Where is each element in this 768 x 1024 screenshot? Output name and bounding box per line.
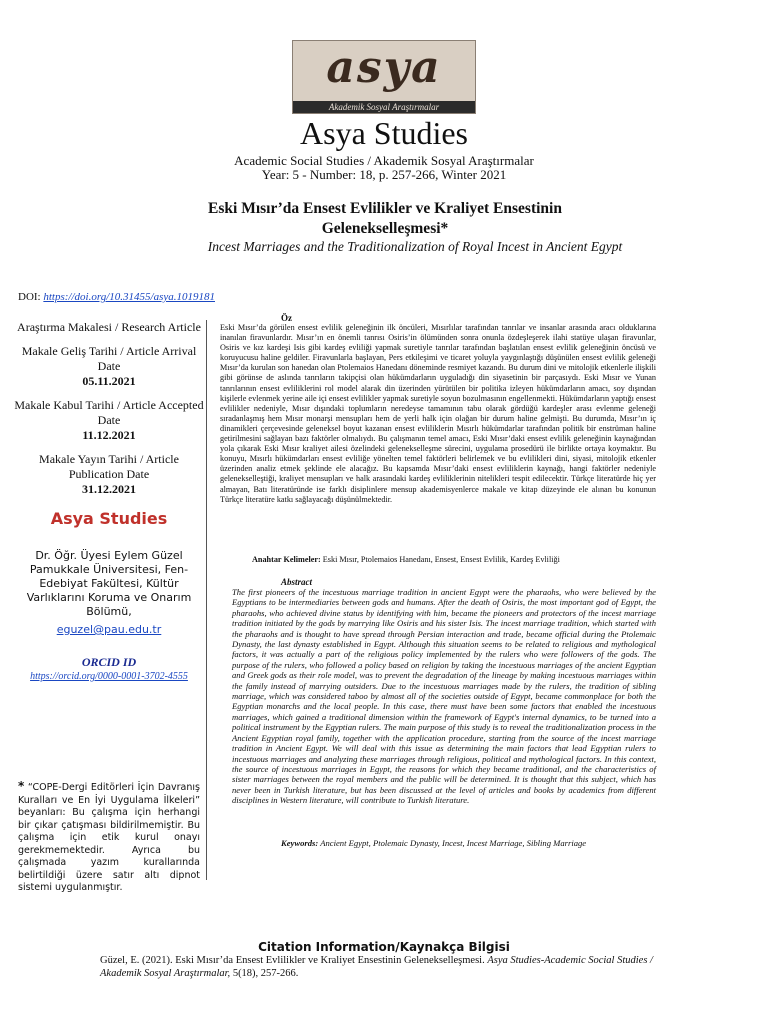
arrival-date: 05.11.2021 — [82, 374, 136, 388]
journal-title: Asya Studies — [300, 115, 468, 151]
accepted-label: Makale Kabul Tarihi / Article Accepted Date — [14, 398, 204, 427]
turkish-keywords — [252, 555, 672, 565]
english-keywords-label: Keywords: — [281, 838, 319, 848]
abstract-body: The first pioneers of the incestuous marriage tradition in ancient Egypt were the pharaohs, who were believed by the Egyptians to be intermediaries between gods and humans. After the death of Osiris, the most important god of Egypt, the pharaohs, who achieved divine status by identifying with him, became the pioneers and protectors of the incest marriage tradition initiated by the gods by marrying like Osiris and his sister Isis. The incest marriage tradition, which started with the pharaohs and is thought to have spread through Persian interaction and trade, became official during the Ptolemaic Dynasty, the last dynasty established in Egypt. Although this situation seems to be related to religious and mythological factors, it was actually a part of the religious policy implemented by the rulers who were followers of the gods. The purpose of the rulers, who followed a policy based on religion by taking the incestuous marriages of the ancient Egyptian and Greek gods as their role model, was to prevent the degradation of the lineage by making incestuous marriages within the family instead of marrying outsiders. Due to the incestuous marriages made by the rulers, the tradition of sibling marriage, which was considered taboo by almost all of the societies outside of Egypt, became commonplace for both the Egyptian monarchs and the local people. In this case, there must have been some factors that enabled the incestuous marriages, which gained a traditional dimension within the framework of Egypt's internal dynamics, to be turned into a political instrument by the Egyptian rulers. The main purpose of this study is to reveal the traditionalization process in the Ancient Egyptian royal family, together with the application procedure, starting from the source of the incest marriage tradition in Ancient Egypt. We will deal with this issue as determining the main factors that lead Egyptian rulers to incestuous marriages and analyzing these marriages through religious, political and mythological factors. In this context, the source of incestuous marriages in Egypt, the reasons for which they became traditional, and the characteristics of sister marriages between the royal members and the public will be determined. It is thought that this subject, which has never been in Turkish literature, but has been discussed at the level of articles and books by academics from different disciplines in Western literature, will contribute to Turkish literature. — [232, 587, 656, 806]
logo-wordmark: asya — [326, 42, 442, 93]
article-title-turkish: Eski Mısır’da Ensest Evlilikler ve Kraliyet Ensestinin Gelenekselleşmesi* — [208, 200, 562, 237]
publication-label: Makale Yayın Tarihi / Article Publication Date — [39, 452, 179, 481]
doi-link[interactable]: https://doi.org/10.31455/asya.1019181 — [43, 291, 215, 303]
turkish-keywords-label: Anahtar Kelimeler: — [252, 555, 321, 564]
arrival-date-block — [14, 344, 204, 389]
author-affiliation: Dr. Öğr. Üyesi Eylem Güzel Pamukkale Üniversitesi, Fen-Edebiyat Fakültesi, Kültür Varlıklarını Koruma ve Onarım Bölümü, — [26, 549, 192, 618]
footnote-text: “COPE-Dergi Editörleri İçin Davranış Kuralları ve En İyi Uygulama İlkeleri” beyanları: Bu çalışma için herhangi bir çıkar çatışması bildirilmemiştir. Bu çalışma için etik kurul onayı gerekmemektedir. Ayrıca bu çalışmada yazım kurallarında belirtildiği üzere satır altı dipnot sistemi uygulanmıştır. — [18, 782, 200, 893]
column-divider — [206, 320, 207, 880]
brand-name: Asya Studies — [50, 509, 168, 528]
citation-tail: 5(18), 257-266. — [230, 968, 299, 979]
logo-band: Akademik Sosyal Araştırmalar — [293, 101, 475, 113]
oz-body: Eski Mısır’da görülen ensest evlilik geleneğinin ilk öncüleri, Mısırlılar tarafından tanrılar ve insanlar arasında aracı olduklarına inanılan firavunlardır. Mısır’ın en önemli tanrısı Osiris’in ölümünden sonra onunla özdeşleşerek ilahi statüye ulaşan firavunlar, Osiris ve kız kardeşi Isis gibi kardeş evliliği yapmak suretiyle tanrılar tarafından başlatılan ensest evlilik geleneğinin öncüsü ve koruyucusu haline geldiler. Firavunlarla başlayan, Pers etkileşimi ve ticaret yoluyla yaygınlaştığı düşünülen ensest evlilik geleneği Mısır’da kurulan son hanedan olan Ptolemaios Hanedanı döneminde resmiyet kazandı. Bu durum dini ve mitolojik etkenlerle ilişkili gibi görünse de aslında tanrıların takipçisi olan hükümdarların uyguladığı din siyasetinin bir parçasıydı. Eski Mısır ve Yunan tanrılarının ensest evliliklerini rol model alarak din üzerinden yürütülen bir politika izleyen hükümdarların amacı, soy dışından kişilerle evlenmek yerine aile içi ensest evlilikler yapmak suretiyle soyun bozulmasının engellenmekti. Hükümdarların yaptığı ensest evlilikler nedeniyle, Mısır dışındaki toplumların neredeyse tamamının tabu olarak gördüğü kardeşler arası evlenme geleneği sıradanlaşmış hem Mısır monarşi mensupları hem de yerli halk için olağan bir durum haline gelmişti. Bu durumda, Mısır’ın iç dinamikleri çerçevesinde geleneksel boyut kazanan ensest evliliklerin Mısırlı hükümdarlar tarafından politik bir enstrüman haline getirilmesini sağlayan bazı faktörler olmalıydı. Bu çalışmanın temel amacı, Eski Mısır’daki ensest evlilik geleneğinin kaynağından yola çıkarak Eski Mısır kraliyet ailesi özelindeki gelenekselleşme sürecini, uygulama prosedürü ile birlikte ortaya koymaktır. Bu konuyu, Mısırlı hükümdarları ensest evliliğe yönelten temel faktörleri belirlemek ve bu evlilikleri dini, siyasi, mitolojik etkenler üzerinden analiz etmek şeklinde ele alacağız. Bu kapsamda Mısır’daki ensest evliliklerin kaynağı, hangi faktörler nedeniyle gelenekselleştiği, kraliyet mensupları ve halk arasındaki kardeş evliliklerinin nitelikleri tespit edilecektir. Türkçe literatürde hiç yer almayan, Batı literatüründe ise farklı disiplinlere mensup akademisyenlerce makale ve kitap düzeyinde ele alınan bu konunun Türkçe literatüre katkı sağlayacağı düşünülmektedir. — [220, 323, 656, 504]
english-keywords — [281, 838, 671, 848]
publication-date-block — [14, 452, 204, 497]
citation-heading: Citation Information/Kaynakça Bilgisi — [258, 940, 510, 954]
ethics-footnote — [18, 780, 200, 895]
article-type: Araştırma Makalesi / Research Article — [17, 320, 201, 334]
citation-journal: Asya Studies-Academic Social Studies / Akademik Sosyal Araştırmalar, — [100, 955, 653, 979]
orcid-link[interactable]: https://orcid.org/0000-0001-3702-4555 — [30, 671, 188, 682]
doi-line — [18, 290, 215, 304]
author-email-link[interactable]: eguzel@pau.edu.tr — [56, 623, 162, 636]
turkish-keywords-list: Eski Mısır, Ptolemaios Hanedanı, Ensest, Ensest Evlilik, Kardeş Evliliği — [320, 555, 560, 564]
accepted-date: 11.12.2021 — [82, 428, 136, 442]
doi-label: DOI: — [18, 291, 41, 303]
journal-subtitle: Academic Social Studies / Akademik Sosyal Araştırmalar — [234, 153, 534, 168]
english-keywords-list: Ancient Egypt, Ptolemaic Dynasty, Incest, Incest Marriage, Sibling Marriage — [318, 838, 587, 848]
citation-text — [100, 954, 660, 980]
journal-logo — [292, 40, 476, 114]
orcid-label: ORCID ID — [81, 655, 137, 669]
citation-plain: Güzel, E. (2021). Eski Mısır’da Ensest Evlilikler ve Kraliyet Ensestinin Gelenekselleşmesi. — [100, 955, 488, 966]
journal-issue-line: Year: 5 - Number: 18, p. 257-266, Winter 2021 — [261, 167, 507, 182]
footnote-marker: * — [18, 779, 25, 793]
arrival-label: Makale Geliş Tarihi / Article Arrival Date — [21, 344, 197, 373]
oz-heading: Öz — [281, 313, 292, 323]
abstract-heading: Abstract — [281, 577, 313, 587]
article-info-sidebar — [14, 320, 204, 683]
article-title-english: Incest Marriages and the Traditionalization of Royal Incest in Ancient Egypt — [207, 239, 623, 254]
accepted-date-block — [14, 398, 204, 443]
publication-date: 31.12.2021 — [82, 482, 136, 496]
